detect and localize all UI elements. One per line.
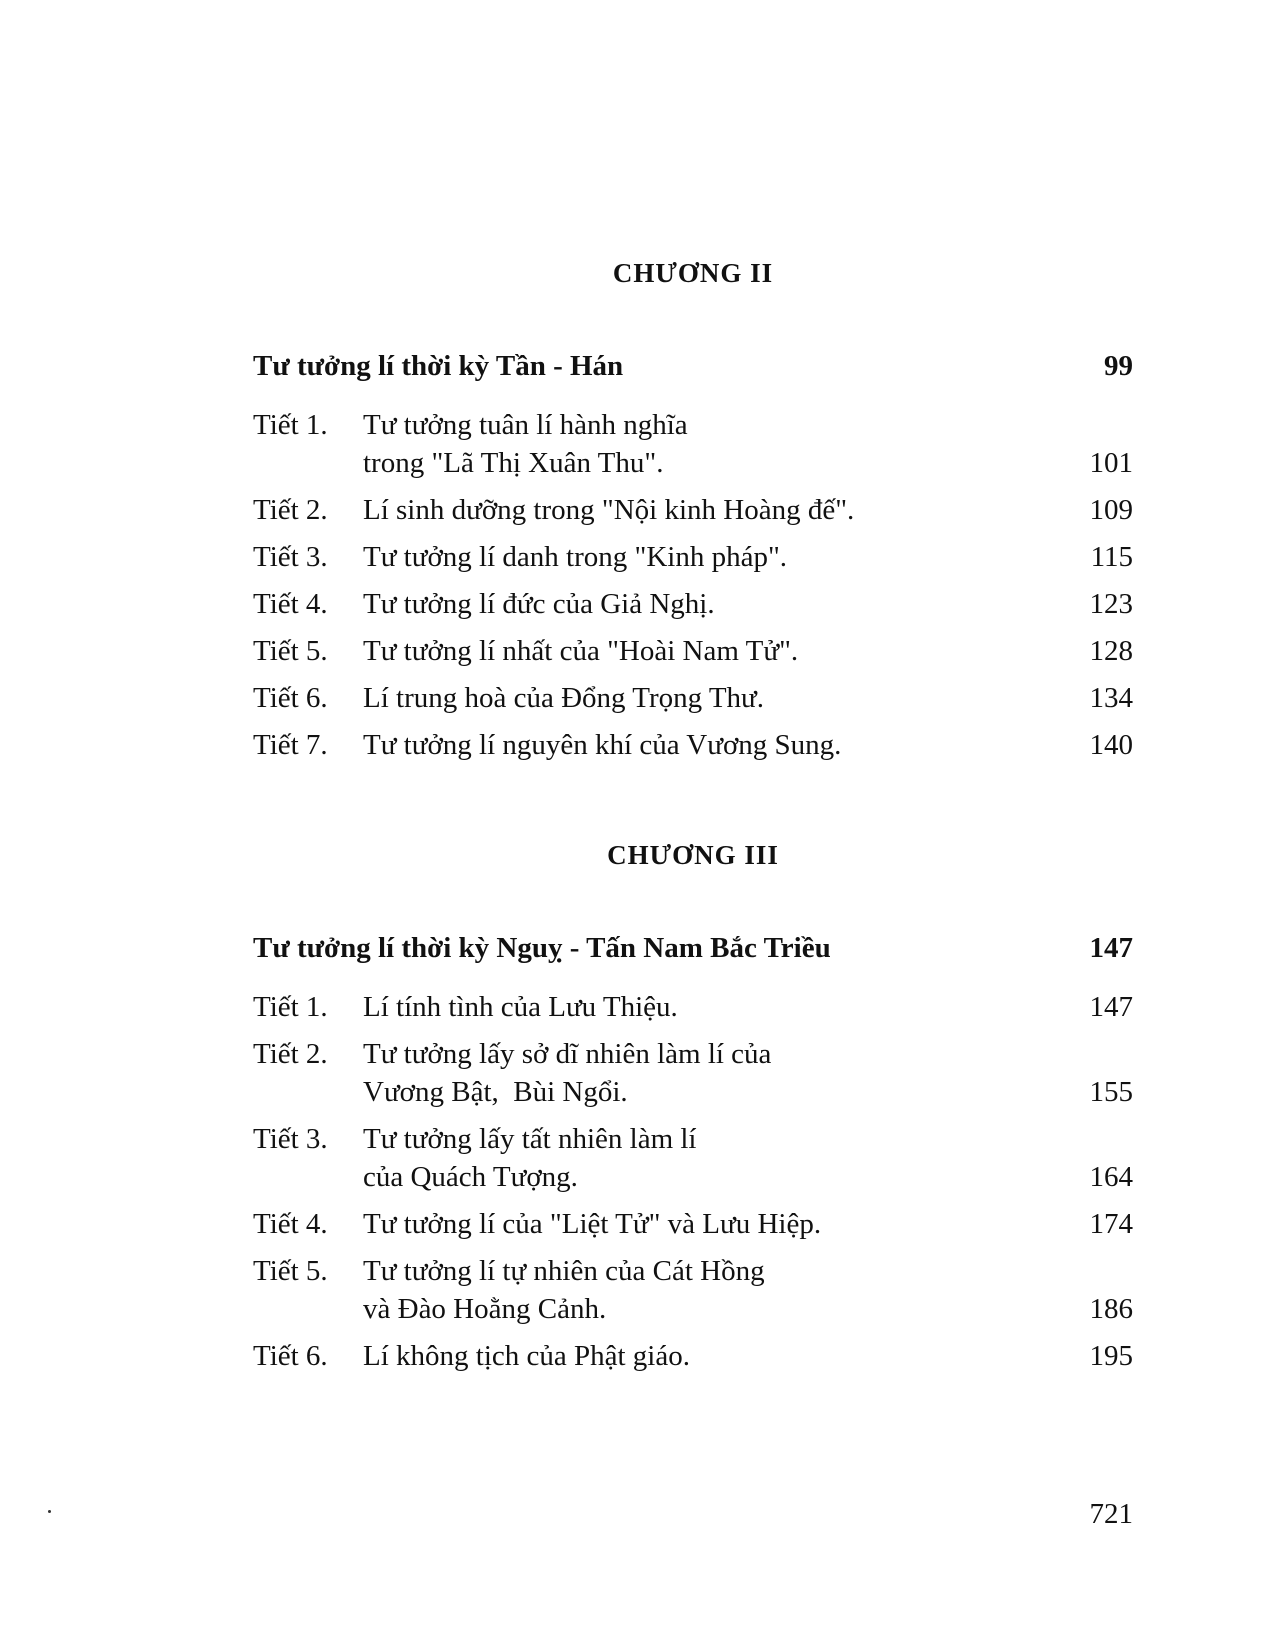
toc-entry[interactable] <box>253 1252 1133 1328</box>
section-title <box>363 1337 1043 1375</box>
section-title-line: Tư tưởng lí nguyên khí của Vương Sung. <box>363 729 842 761</box>
section-page: 195 <box>1089 1340 1133 1372</box>
section-prefix: Tiết 6. <box>253 1340 328 1372</box>
chapter-ii <box>253 258 1133 764</box>
toc-entry[interactable] <box>253 1337 1133 1375</box>
section-title-line: Tư tưởng lí của "Liệt Tử" và Lưu Hiệp. <box>363 1208 822 1240</box>
chapter-iii <box>253 840 1133 1375</box>
section-title <box>363 538 1043 576</box>
section-prefix: Tiết 2. <box>253 1038 328 1070</box>
section-title-line: Tư tưởng lí tự nhiên của Cát Hồng <box>363 1255 765 1287</box>
section-title <box>363 585 1043 623</box>
section-page: 147 <box>1089 991 1133 1023</box>
section-page: 128 <box>1089 635 1133 667</box>
section-title-line: Lí sinh dưỡng trong "Nội kinh Hoàng đế". <box>363 494 855 526</box>
toc-entry[interactable] <box>253 1205 1133 1243</box>
part-title: Tư tưởng lí thời kỳ Nguỵ - Tấn Nam Bắc Triều <box>253 932 831 964</box>
section-prefix: Tiết 5. <box>253 1255 328 1287</box>
section-page: 164 <box>1089 1161 1133 1193</box>
toc-entry[interactable] <box>253 679 1133 717</box>
section-title-line: và Đào Hoằng Cảnh. <box>363 1293 607 1325</box>
part-title-row[interactable] <box>253 932 1133 979</box>
chapter-heading: CHƯƠNG II <box>612 258 774 288</box>
section-prefix: Tiết 4. <box>253 1208 328 1240</box>
section-title-line: Tư tưởng lí nhất của "Hoài Nam Tử". <box>363 635 799 667</box>
section-title <box>363 1205 1043 1243</box>
section-title <box>363 491 1043 529</box>
toc-entry[interactable] <box>253 632 1133 670</box>
section-title-line: của Quách Tượng. <box>363 1161 578 1193</box>
section-title <box>363 632 1043 670</box>
section-title <box>363 1252 1043 1328</box>
section-title-line: Tư tưởng lí đức của Giả Nghị. <box>363 588 715 620</box>
section-page: 101 <box>1089 447 1133 479</box>
section-prefix: Tiết 1. <box>253 409 328 441</box>
section-title <box>363 679 1043 717</box>
section-page: 186 <box>1089 1293 1133 1325</box>
section-title <box>363 988 1043 1026</box>
section-title-line: Tư tưởng lí danh trong "Kinh pháp". <box>363 541 788 573</box>
section-page: 140 <box>1089 729 1133 761</box>
section-page: 109 <box>1089 494 1133 526</box>
section-prefix: Tiết 7. <box>253 729 328 761</box>
toc-entry[interactable] <box>253 538 1133 576</box>
section-prefix: Tiết 4. <box>253 588 328 620</box>
section-title-line: Vương Bật, Bùi Ngổi. <box>363 1076 628 1108</box>
section-prefix: Tiết 5. <box>253 635 328 667</box>
part-title-row[interactable] <box>253 350 1133 397</box>
section-prefix: Tiết 2. <box>253 494 328 526</box>
toc-entry[interactable] <box>253 1120 1133 1196</box>
section-title-line: Tư tưởng lấy sở dĩ nhiên làm lí của <box>363 1038 772 1070</box>
toc-entry[interactable] <box>253 491 1133 529</box>
section-page: 174 <box>1089 1208 1133 1240</box>
section-title <box>363 1035 1043 1111</box>
section-prefix: Tiết 1. <box>253 991 328 1023</box>
scan-speck <box>48 1510 51 1513</box>
section-title-line: trong "Lã Thị Xuân Thu". <box>363 447 664 479</box>
toc-entry[interactable] <box>253 406 1133 482</box>
section-title-line: Lí trung hoà của Đổng Trọng Thư. <box>363 682 765 714</box>
section-title-line: Lí tính tình của Lưu Thiệu. <box>363 991 678 1023</box>
section-page: 115 <box>1090 541 1133 573</box>
section-page: 134 <box>1089 682 1133 714</box>
toc-entry[interactable] <box>253 726 1133 764</box>
page-number: 721 <box>1089 1498 1133 1530</box>
part-page: 147 <box>1089 932 1133 964</box>
toc-entry[interactable] <box>253 988 1133 1026</box>
section-title <box>363 726 1043 764</box>
section-prefix: Tiết 3. <box>253 1123 328 1155</box>
chapter-heading: CHƯƠNG III <box>607 840 779 870</box>
part-title: Tư tưởng lí thời kỳ Tần - Hán <box>253 350 624 382</box>
section-page: 155 <box>1089 1076 1133 1108</box>
toc-entry[interactable] <box>253 585 1133 623</box>
toc-entry[interactable] <box>253 1035 1133 1111</box>
section-prefix: Tiết 6. <box>253 682 328 714</box>
section-title-line: Lí không tịch của Phật giáo. <box>363 1340 690 1372</box>
section-title <box>363 1120 1043 1196</box>
section-title-line: Tư tưởng tuân lí hành nghĩa <box>363 409 688 441</box>
section-page: 123 <box>1089 588 1133 620</box>
section-title <box>363 406 1043 482</box>
section-prefix: Tiết 3. <box>253 541 328 573</box>
part-page: 99 <box>1104 350 1133 382</box>
section-title-line: Tư tưởng lấy tất nhiên làm lí <box>363 1123 697 1155</box>
